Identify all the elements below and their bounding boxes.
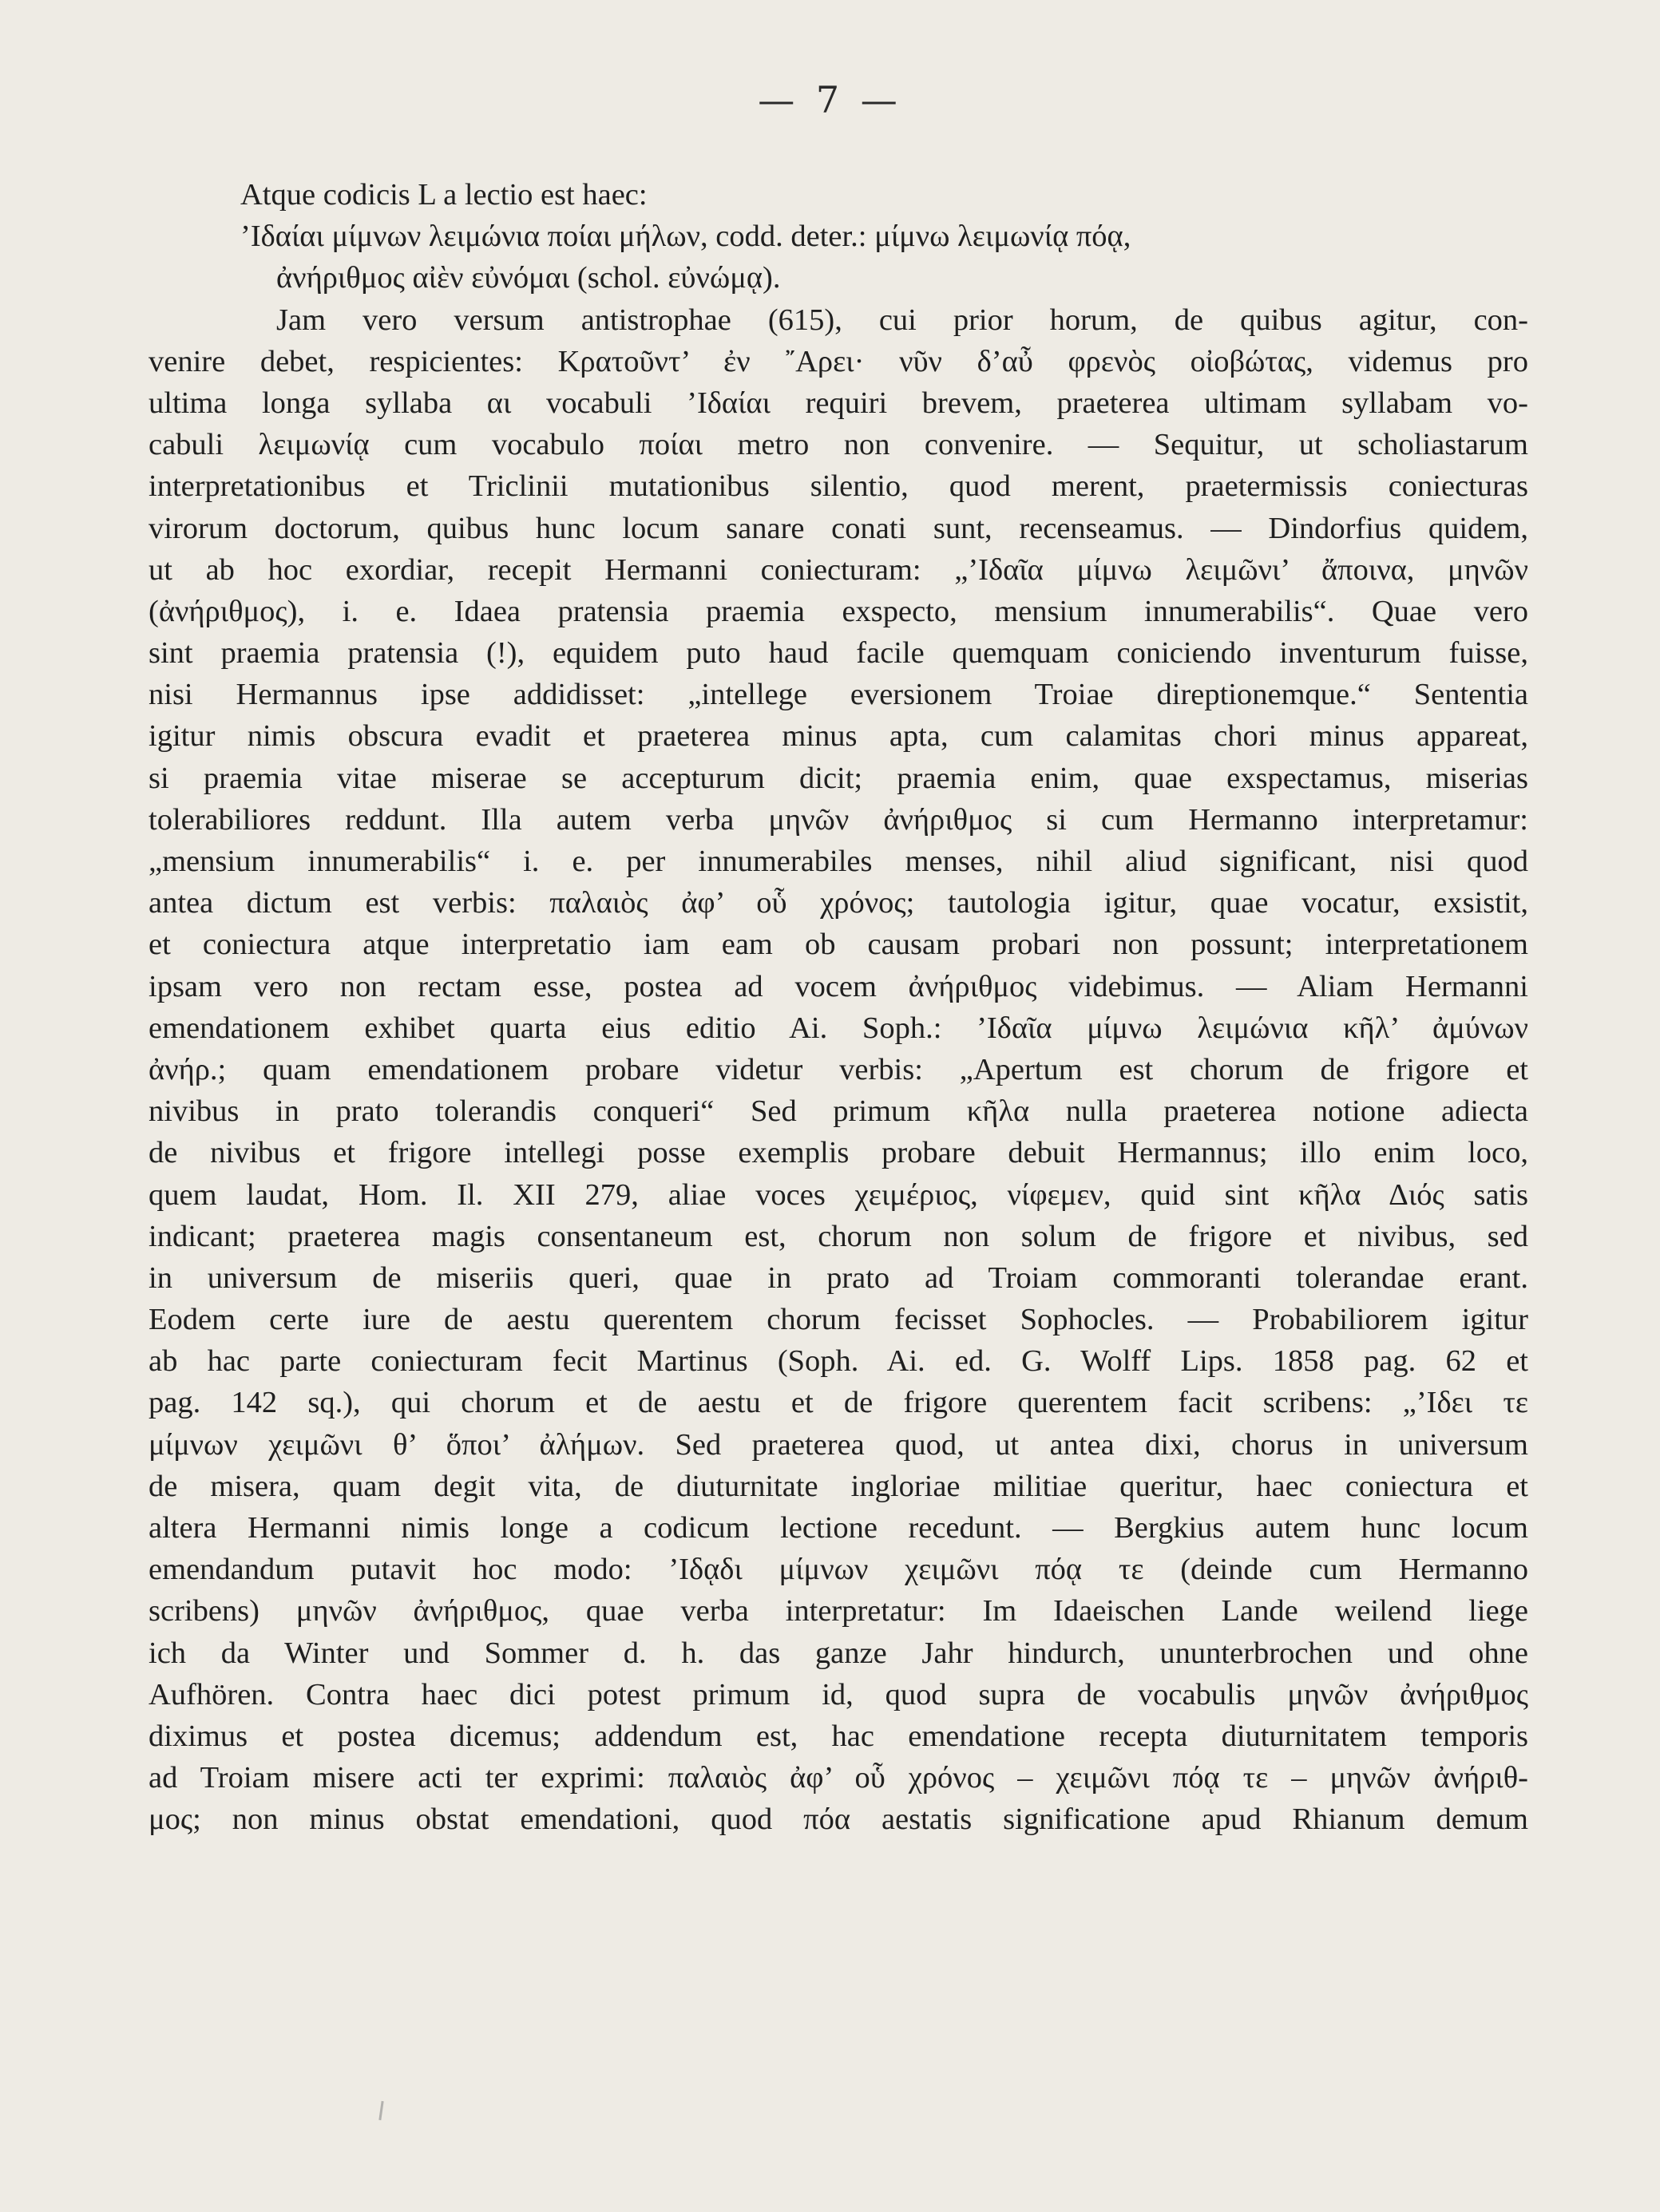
text-line: ich da Winter und Sommer d. h. das ganze Jahr hindurch, ununterbrochen und ohne: [149, 1636, 1528, 1670]
verse-line: ἀνήριθμος αἰὲν εὐνόμαι (schol. εὐνώμᾳ).: [276, 261, 781, 295]
text-line: Aufhören. Contra haec dici potest primum id, quod supra de vocabulis μηνῶν ἀνήριθμος: [149, 1677, 1528, 1711]
text-line: antea dictum est verbis: παλαιὸς ἀφ’ οὗ χρόνος; tautologia igitur, quae vocatur, exsistit,: [149, 886, 1528, 920]
text-line: ipsam vero non rectam esse, postea ad vocem ἀνήριθμος videbimus. — Aliam Hermanni: [149, 969, 1528, 1003]
text-line: nisi Hermannus ipse addidisset: „intellege eversionem Troiae direptionemque.“ Sententia: [149, 678, 1528, 712]
text-line: Jam vero versum antistrophae (615), cui prior horum, de quibus agitur, con-: [276, 303, 1528, 337]
text-line: in universum de miseriis queri, quae in prato ad Troiam commoranti tolerandae erant.: [149, 1260, 1528, 1295]
text-line: scribens) μηνῶν ἀνήριθμος, quae verba interpretatur: Im Idaeischen Lande weilend liege: [149, 1594, 1528, 1628]
text-line: Atque codicis L a lectio est haec:: [240, 178, 648, 212]
text-line: pag. 142 sq.), qui chorum et de aestu et de frigore querentem facit scribens: „’Ιδει τε: [149, 1386, 1528, 1420]
text-line: ἀνήρ.; quam emendationem probare videtur verbis: „Apertum est chorum de frigore et: [149, 1052, 1528, 1086]
text-line: ab hac parte coniecturam fecit Martinus (Soph. Ai. ed. G. Wolff Lips. 1858 pag. 62 et: [149, 1344, 1528, 1379]
scan-artifact-mark: [378, 2101, 383, 2120]
text-line: ut ab hoc exordiar, recepit Hermanni coniecturam: „’Ιδαῖα μίμνω λειμῶνι’ ἄποινα, μηνῶν: [149, 552, 1528, 587]
text-line: cabuli λειμωνίᾳ cum vocabulo ποίαι metro non convenire. — Sequitur, ut scholiastarum: [149, 428, 1528, 462]
text-line: tolerabiliores reddunt. Illa autem verba μηνῶν ἀνήριθμος si cum Hermanno interpretamur:: [149, 802, 1528, 837]
text-line: nivibus in prato tolerandis conqueri“ Sed primum κῆλα nulla praeterea notione adiecta: [149, 1094, 1528, 1129]
body-text: [149, 174, 1528, 1841]
text-line: de nivibus et frigore intellegi posse exemplis probare debuit Hermannus; illo enim loco,: [149, 1136, 1528, 1170]
text-line: igitur nimis obscura evadit et praeterea minus apta, cum calamitas chori minus appareat,: [149, 719, 1528, 754]
text-line: et coniectura atque interpretatio iam eam ob causam probari non possunt; interpretationem: [149, 928, 1528, 962]
text-line: si praemia vitae miserae se accepturum dicit; praemia enim, quae exspectamus, miserias: [149, 761, 1528, 795]
text-line: de misera, quam degit vita, de diuturnitate ingloriae militiae queritur, haec coniectura et: [149, 1469, 1528, 1503]
text-line: μος; non minus obstat emendationi, quod πόα aestatis significatione apud Rhianum demum: [149, 1802, 1528, 1837]
text-line: ultima longa syllaba αι vocabuli ’Ιδαίαι requiri brevem, praeterea ultimam syllabam vo-: [149, 386, 1528, 420]
text-line: sint praemia pratensia (!), equidem puto haud facile quemquam coniciendo inventurum fuisse,: [149, 636, 1528, 671]
text-line: emendationem exhibet quarta eius editio Ai. Soph.: ’Ιδαῖα μίμνω λειμώνια κῆλ’ ἀμύνων: [149, 1011, 1528, 1045]
text-line: Eodem certe iure de aestu querentem chorum fecisset Sophocles. — Probabiliorem igitur: [149, 1303, 1528, 1337]
page-number: — 7 —: [758, 78, 902, 121]
text-line: ad Troiam misere acti ter exprimi: παλαιὸς ἀφ’ οὗ χρόνος – χειμῶνι πόᾳ τε – μηνῶν ἀνήριθ-: [149, 1761, 1528, 1795]
text-line: virorum doctorum, quibus hunc locum sanare conati sunt, recenseamus. — Dindorfius quidem,: [149, 511, 1528, 545]
text-line: venire debet, respicientes: Κρατοῦντ’ ἐν ῎Αρει· νῦν δ’αὖ φρενὸς οἰοβώτας, videmus pro: [149, 344, 1528, 378]
text-line: „mensium innumerabilis“ i. e. per innumerabiles menses, nihil aliud significant, nisi quod: [149, 845, 1528, 878]
text-line: diximus et postea dicemus; addendum est, hac emendatione recepta diuturnitatem temporis: [149, 1719, 1528, 1753]
text-line: (ἀνήριθμος), i. e. Idaea pratensia praemia exspecto, mensium innumerabilis“. Quae vero: [149, 594, 1528, 628]
text-line: interpretationibus et Triclinii mutationibus silentio, quod merent, praetermissis coniecturas: [149, 469, 1528, 504]
text-line: emendandum putavit hoc modo: ’Ιδᾳδι μίμνων χειμῶνι πόᾳ τε (deinde cum Hermanno: [149, 1553, 1528, 1587]
text-line: μίμνων χειμῶνι θ’ ὅποι’ ἀλήμων. Sed praeterea quod, ut antea dixi, chorus in universum: [149, 1427, 1528, 1462]
text-line: altera Hermanni nimis longe a codicum lectione recedunt. — Bergkius autem hunc locum: [149, 1511, 1528, 1545]
text-line: quem laudat, Hom. Il. XII 279, aliae voces χειμέριος, νίφεμεν, quid sint κῆλα Διός satis: [149, 1177, 1528, 1212]
text-line: indicant; praeterea magis consentaneum est, chorum non solum de frigore et nivibus, sed: [149, 1219, 1528, 1253]
verse-line: ’Ιδαίαι μίμνων λειμώνια ποίαι μήλων, codd. deter.: μίμνω λειμωνίᾳ πόᾳ,: [240, 220, 1131, 254]
